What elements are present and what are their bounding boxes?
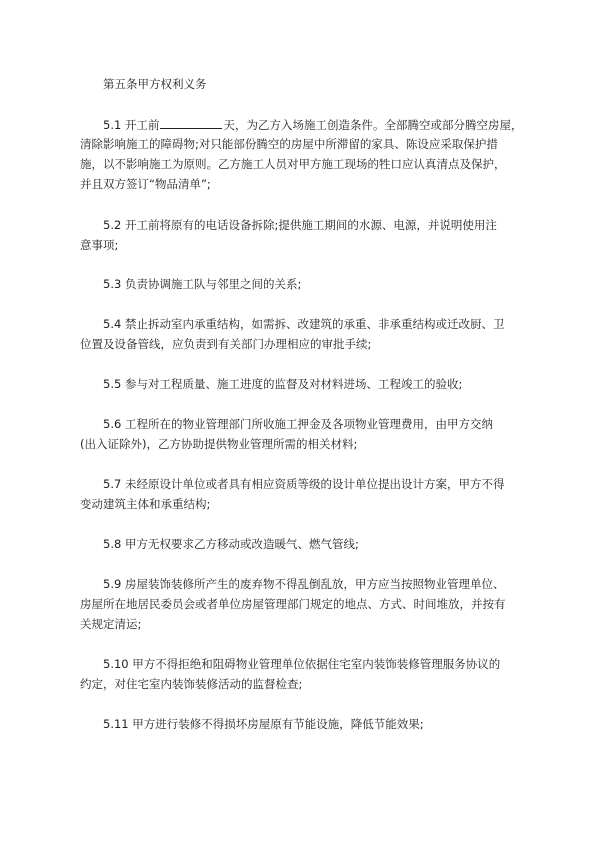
clause-5-9-line-1: 5.9 房屋装饰装修所产生的废弃物不得乱倒乱放，甲方应当按照物业管理单位、 <box>103 577 505 591</box>
clause-5-1-line-4: 并且双方签订“物品清单”; <box>80 177 211 191</box>
clause-5-7-line-2: 变动建筑主体和承重结构; <box>80 497 211 511</box>
fill-in-blank <box>160 117 222 129</box>
clause-5-4-line-1: 5.4 禁止拆动室内承重结构，如需拆、改建筑的承重、非承重结构或迁改厨、卫 <box>103 317 505 331</box>
clause-5-7-line-1: 5.7 未经原设计单位或者具有相应资质等级的设计单位提出设计方案，甲方不得 <box>103 477 505 491</box>
clause-5-10-line-1: 5.10 甲方不得拒绝和阻碍物业管理单位依据住宅室内装饰装修管理服务协议的 <box>103 657 501 671</box>
section-heading: 第五条甲方权利义务 <box>103 77 207 91</box>
clause-5-3-line-1: 5.3 负责协调施工队与邻里之间的关系; <box>103 277 302 291</box>
clause-5-5-line-1: 5.5 参与对工程质量、施工进度的监督及对材料进场、工程竣工的验收; <box>103 377 463 391</box>
clause-5-11-line-1: 5.11 甲方进行装修不得损坏房屋原有节能设施，降低节能效果; <box>103 717 424 731</box>
clause-5-2-line-1: 5.2 开工前将原有的电话设备拆除;提供施工期间的水源、电源，并说明使用注 <box>103 218 497 232</box>
clause-5-9-line-3: 关规定清运; <box>80 617 142 631</box>
clause-text: 5.1 开工前 <box>103 118 160 132</box>
clause-5-6-line-1: 5.6 工程所在的物业管理部门所收施工押金及各项物业管理费用，由甲方交纳 <box>103 417 493 431</box>
clause-5-4-line-2: 位置及设备管线，应负责到有关部门办理相应的审批手续; <box>80 337 372 351</box>
clause-text: 天，为乙方入场施工创造条件。全部腾空或部分腾空房屋， <box>223 118 523 132</box>
clause-5-8-line-1: 5.8 甲方无权要求乙方移动或改造暖气、燃气管线; <box>103 537 359 551</box>
clause-5-2-line-2: 意事项; <box>80 238 119 252</box>
clause-5-9-line-2: 房屋所在地居民委员会或者单位房屋管理部门规定的地点、方式、时间堆放，并按有 <box>80 597 506 611</box>
clause-5-10-line-2: 约定，对住宅室内装饰装修活动的监督检查; <box>80 677 303 691</box>
clause-5-1-line-2: 清除影响施工的障碍物;对只能部份腾空的房屋中所滞留的家具、陈设应采取保护措 <box>80 137 498 151</box>
clause-5-1-line-1 <box>103 117 522 132</box>
clause-5-6-line-2: (出入证除外)，乙方协助提供物业管理所需的相关材料; <box>80 437 358 451</box>
clause-5-1-line-3: 施，以不影响施工为原则。乙方施工人员对甲方施工现场的牲口应认真清点及保护， <box>80 157 506 171</box>
